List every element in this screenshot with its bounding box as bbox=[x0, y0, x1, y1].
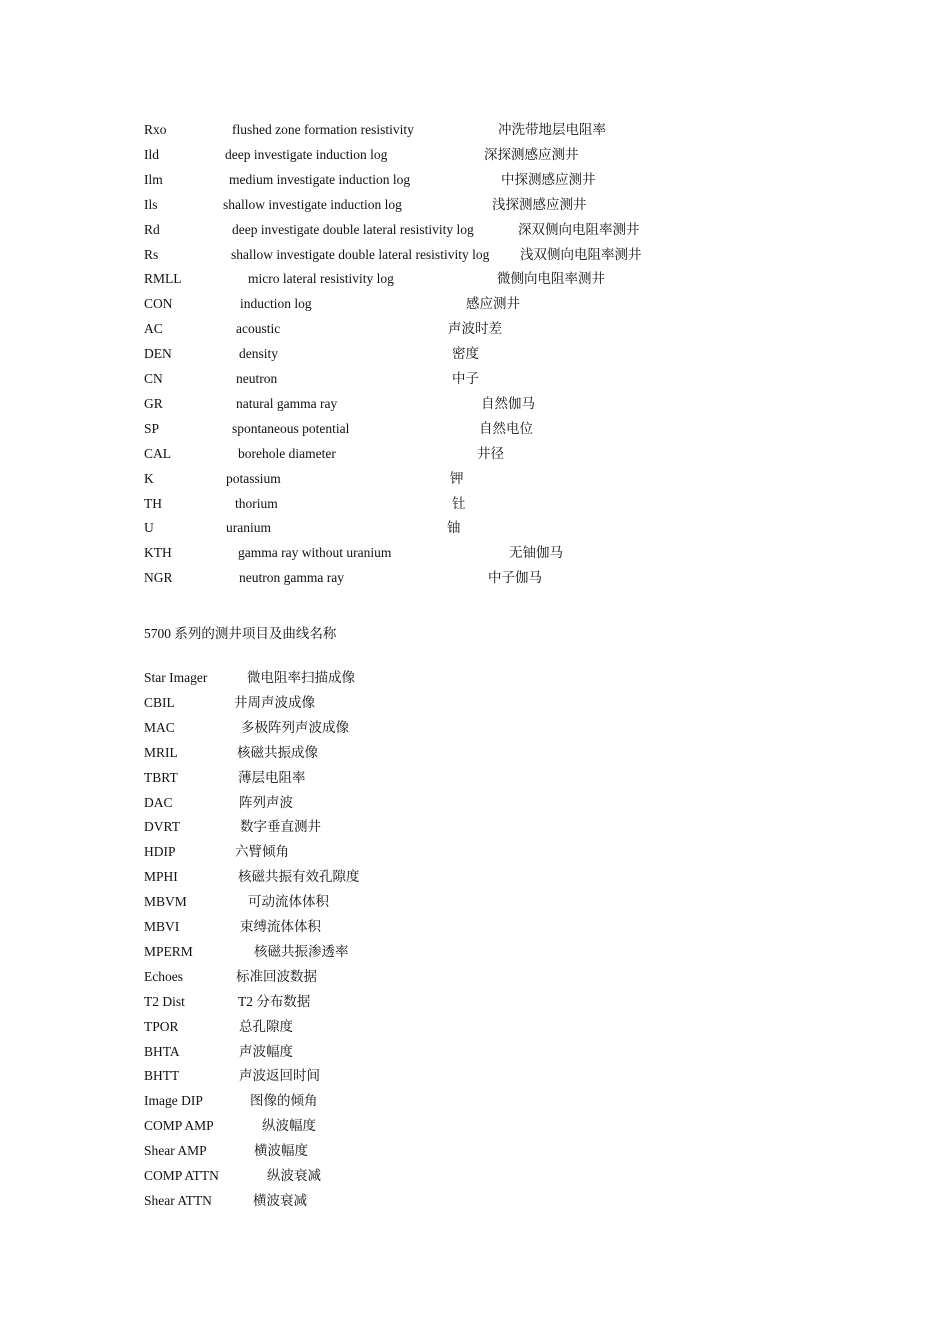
chinese-term: 六臂倾角 bbox=[235, 844, 289, 860]
section-heading: 5700 系列的测井项目及曲线名称 bbox=[144, 626, 337, 641]
chinese-term: 自然电位 bbox=[479, 420, 533, 436]
chinese-term: 可动流体体积 bbox=[248, 894, 329, 910]
chinese-term: 井周声波成像 bbox=[234, 694, 315, 710]
chinese-term: 声波返回时间 bbox=[239, 1068, 320, 1084]
chinese-term: 中子伽马 bbox=[488, 570, 542, 586]
abbreviation: SP bbox=[144, 420, 160, 436]
abbreviation: KTH bbox=[144, 545, 172, 561]
log-term-row bbox=[0, 248, 950, 273]
english-term: shallow investigate induction log bbox=[223, 196, 402, 212]
abbreviation: CAL bbox=[144, 445, 171, 461]
log-term-row bbox=[0, 322, 950, 347]
english-term: deep investigate induction log bbox=[225, 146, 388, 162]
abbreviation: MPERM bbox=[144, 943, 193, 959]
abbreviation: AC bbox=[144, 321, 163, 337]
series-term-row bbox=[0, 1144, 950, 1169]
abbreviation: CBIL bbox=[144, 694, 175, 710]
abbreviation: COMP AMP bbox=[144, 1118, 214, 1134]
log-term-row bbox=[0, 447, 950, 472]
log-term-row bbox=[0, 123, 950, 148]
english-term: natural gamma ray bbox=[236, 395, 338, 411]
chinese-term: 钾 bbox=[450, 470, 464, 486]
english-term: neutron bbox=[236, 371, 278, 386]
series-term-row bbox=[0, 1194, 950, 1219]
series-term-row bbox=[0, 1119, 950, 1144]
series-term-row bbox=[0, 721, 950, 746]
abbreviation: U bbox=[144, 520, 154, 536]
english-term: thorium bbox=[235, 495, 278, 511]
chinese-term: 薄层电阻率 bbox=[238, 769, 306, 785]
chinese-term: 横波衰减 bbox=[253, 1192, 307, 1208]
chinese-term: T2 分布数据 bbox=[238, 993, 311, 1009]
log-term-row bbox=[0, 173, 950, 198]
series-term-row bbox=[0, 1094, 950, 1119]
abbreviation: RMLL bbox=[144, 271, 182, 287]
chinese-term: 无铀伽马 bbox=[509, 545, 563, 561]
series-term-row bbox=[0, 771, 950, 796]
abbreviation: Image DIP bbox=[144, 1093, 203, 1109]
english-term: gamma ray without uranium bbox=[238, 545, 392, 561]
english-term: micro lateral resistivity log bbox=[248, 271, 394, 287]
abbreviation: NGR bbox=[144, 570, 173, 586]
chinese-term: 中探测感应测井 bbox=[501, 171, 596, 187]
log-term-row bbox=[0, 272, 950, 297]
log-term-row bbox=[0, 297, 950, 322]
abbreviation: Rd bbox=[144, 221, 160, 237]
abbreviation: Shear AMP bbox=[144, 1143, 207, 1159]
log-term-row bbox=[0, 521, 950, 546]
english-term: density bbox=[239, 346, 278, 362]
series-term-row bbox=[0, 696, 950, 721]
chinese-term: 声波幅度 bbox=[239, 1043, 293, 1059]
abbreviation: Shear ATTN bbox=[144, 1192, 212, 1208]
chinese-term: 密度 bbox=[452, 346, 479, 362]
abbreviation: T2 Dist bbox=[144, 993, 185, 1009]
log-term-row bbox=[0, 198, 950, 223]
abbreviation: DVRT bbox=[144, 819, 180, 835]
log-term-row bbox=[0, 497, 950, 522]
abbreviation: TPOR bbox=[144, 1018, 179, 1034]
chinese-term: 标准回波数据 bbox=[236, 968, 317, 984]
series-term-row bbox=[0, 671, 950, 696]
chinese-term: 纵波衰减 bbox=[267, 1168, 321, 1183]
series-term-row bbox=[0, 1069, 950, 1094]
chinese-term: 横波幅度 bbox=[254, 1143, 308, 1159]
log-term-row bbox=[0, 546, 950, 571]
abbreviation: Ilm bbox=[144, 171, 163, 187]
log-term-row bbox=[0, 472, 950, 497]
english-term: deep investigate double lateral resistivity log bbox=[232, 221, 474, 237]
abbreviation: Echoes bbox=[144, 968, 183, 984]
english-term: induction log bbox=[240, 296, 312, 312]
chinese-term: 总孔隙度 bbox=[239, 1018, 293, 1034]
abbreviation: COMP ATTN bbox=[144, 1168, 219, 1183]
abbreviation: CN bbox=[144, 371, 163, 386]
abbreviation: Ild bbox=[144, 146, 159, 162]
chinese-term: 深探测感应测井 bbox=[484, 146, 579, 162]
chinese-term: 多极阵列声波成像 bbox=[241, 719, 349, 735]
chinese-term: 钍 bbox=[452, 495, 466, 511]
series-term-row bbox=[0, 870, 950, 895]
abbreviation: TBRT bbox=[144, 769, 178, 785]
chinese-term: 束缚流体体积 bbox=[240, 919, 321, 934]
abbreviation: MPHI bbox=[144, 869, 178, 885]
abbreviation: MAC bbox=[144, 719, 175, 735]
log-term-row bbox=[0, 148, 950, 173]
english-term: acoustic bbox=[236, 321, 281, 337]
abbreviation: DEN bbox=[144, 346, 172, 362]
chinese-term: 核磁共振成像 bbox=[237, 744, 318, 760]
chinese-term: 浅双侧向电阻率测井 bbox=[520, 246, 642, 262]
abbreviation: MBVM bbox=[144, 894, 187, 910]
abbreviation: Rs bbox=[144, 246, 159, 262]
english-term: spontaneous potential bbox=[232, 420, 350, 436]
chinese-term: 微电阻率扫描成像 bbox=[247, 670, 355, 685]
log-term-row bbox=[0, 571, 950, 596]
english-term: shallow investigate double lateral resistivity log bbox=[231, 246, 490, 262]
abbreviation: BHTA bbox=[144, 1043, 180, 1059]
chinese-term: 井径 bbox=[477, 445, 504, 461]
chinese-term: 数字垂直测井 bbox=[240, 819, 321, 835]
series-term-row bbox=[0, 970, 950, 995]
series-term-row bbox=[0, 995, 950, 1020]
series-term-row bbox=[0, 796, 950, 821]
log-term-row bbox=[0, 223, 950, 248]
abbreviation: Rxo bbox=[144, 122, 167, 137]
english-term: neutron gamma ray bbox=[239, 570, 344, 586]
chinese-term: 声波时差 bbox=[448, 321, 502, 337]
chinese-term: 感应测井 bbox=[466, 296, 520, 312]
chinese-term: 冲洗带地层电阻率 bbox=[498, 122, 606, 137]
abbreviation: CON bbox=[144, 296, 173, 312]
abbreviation: HDIP bbox=[144, 844, 176, 860]
chinese-term: 自然伽马 bbox=[481, 395, 535, 411]
abbreviation: DAC bbox=[144, 794, 173, 810]
series-term-row bbox=[0, 1169, 950, 1194]
chinese-term: 核磁共振渗透率 bbox=[254, 943, 349, 959]
abbreviation: MRIL bbox=[144, 744, 178, 760]
chinese-term: 纵波幅度 bbox=[262, 1118, 316, 1134]
chinese-term: 浅探测感应测井 bbox=[492, 196, 587, 212]
abbreviation: TH bbox=[144, 495, 162, 511]
abbreviation: BHTT bbox=[144, 1068, 180, 1084]
abbreviation: Star Imager bbox=[144, 670, 208, 685]
chinese-term: 中子 bbox=[452, 371, 479, 386]
series-term-row bbox=[0, 945, 950, 970]
log-term-row bbox=[0, 372, 950, 397]
abbreviation: Ils bbox=[144, 196, 158, 212]
series-term-row bbox=[0, 920, 950, 945]
abbreviation: GR bbox=[144, 395, 163, 411]
chinese-term: 图像的倾角 bbox=[250, 1093, 318, 1109]
series-term-row bbox=[0, 845, 950, 870]
log-term-row bbox=[0, 397, 950, 422]
series-term-row bbox=[0, 895, 950, 920]
chinese-term: 铀 bbox=[447, 520, 461, 536]
series-term-row bbox=[0, 746, 950, 771]
abbreviation: MBVI bbox=[144, 919, 180, 934]
english-term: borehole diameter bbox=[238, 445, 336, 461]
log-term-row bbox=[0, 422, 950, 447]
english-term: uranium bbox=[226, 520, 271, 536]
chinese-term: 深双侧向电阻率测井 bbox=[518, 221, 640, 237]
series-term-row bbox=[0, 1020, 950, 1045]
english-term: medium investigate induction log bbox=[229, 171, 411, 187]
series-term-row bbox=[0, 820, 950, 845]
english-term: flushed zone formation resistivity bbox=[232, 122, 414, 137]
abbreviation: K bbox=[144, 470, 154, 486]
chinese-term: 阵列声波 bbox=[239, 794, 293, 810]
chinese-term: 核磁共振有效孔隙度 bbox=[238, 869, 360, 885]
log-term-row bbox=[0, 347, 950, 372]
chinese-term: 微侧向电阻率测井 bbox=[497, 271, 605, 287]
series-term-row bbox=[0, 1045, 950, 1070]
english-term: potassium bbox=[226, 470, 281, 486]
